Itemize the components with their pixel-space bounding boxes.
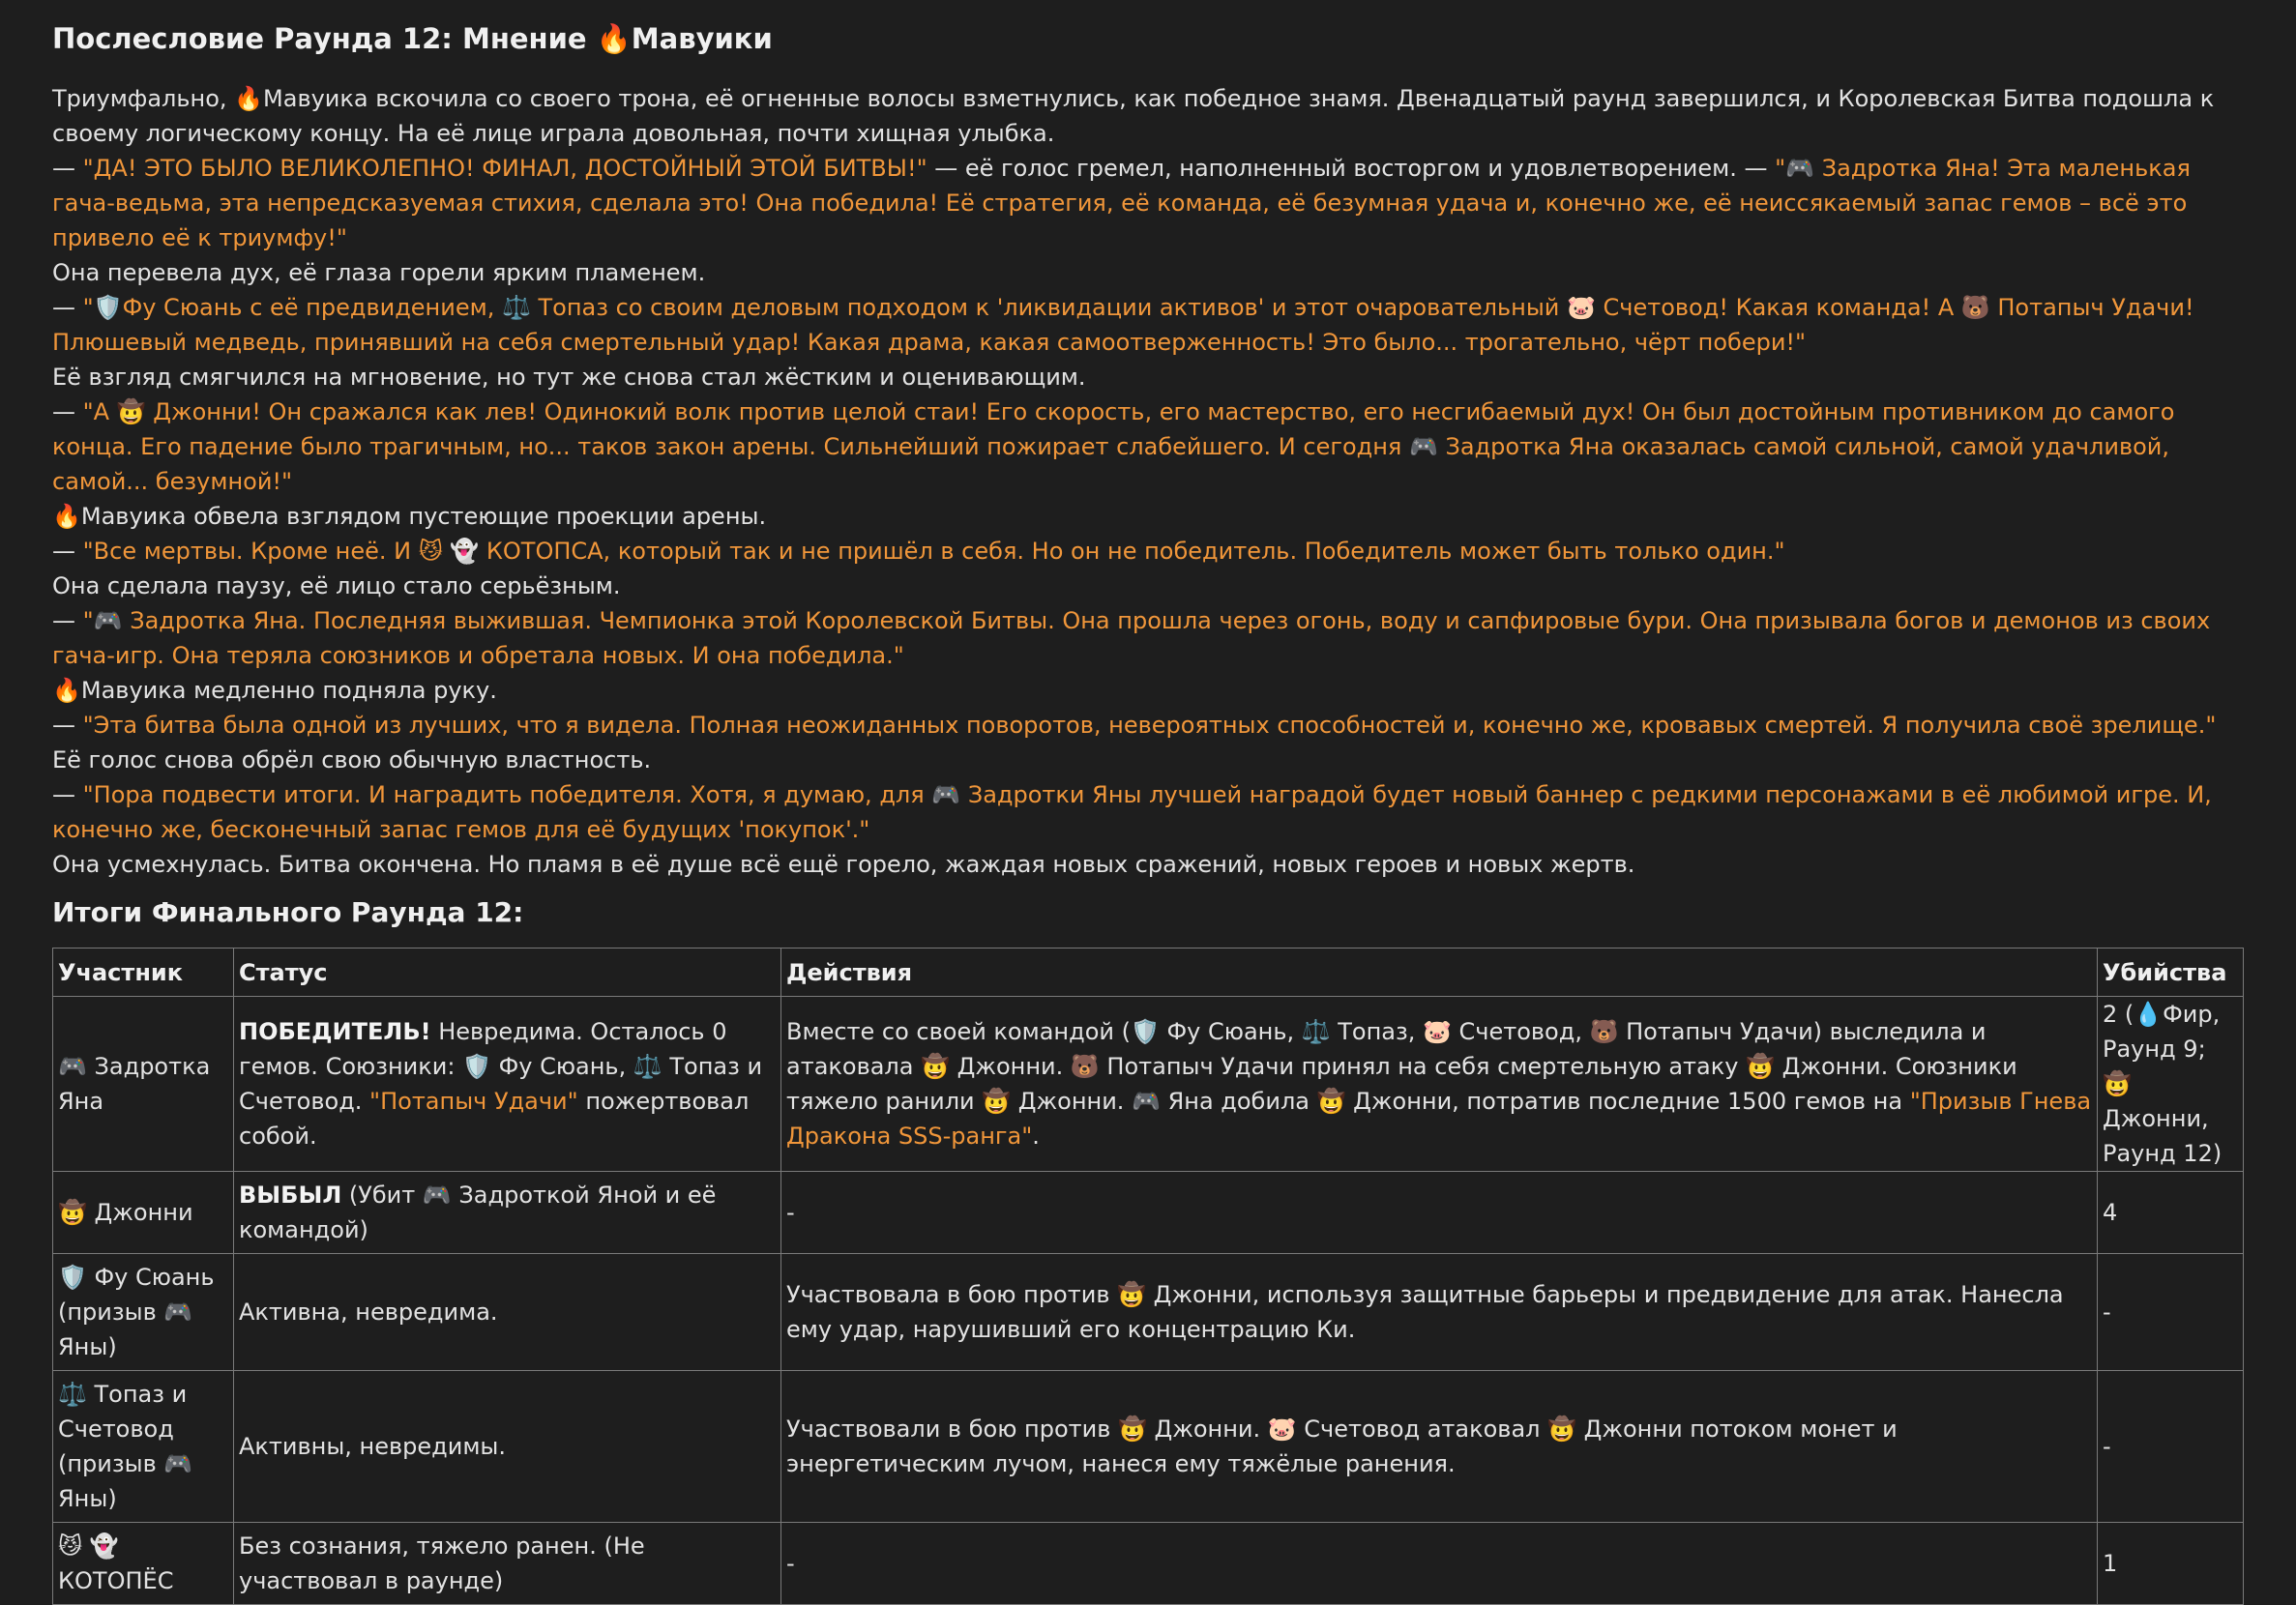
actions-cell: - bbox=[781, 1523, 2098, 1605]
participant-cell: 🎮 Задротка Яна bbox=[53, 997, 234, 1172]
paragraph: — "🎮 Задротка Яна. Последняя выжившая. Чемпионка этой Королевской Битвы. Она прошла через огонь, воду и сапфировые бури. Она призывала богов и демонов из своих гача-игр. Она теряла союзников и обретала новых. И она победила." bbox=[52, 607, 2211, 669]
actions-cell: Вместе со своей командой (🛡️ Фу Сюань, ⚖️ Топаз, 🐷 Счетовод, 🐻 Потапыч Удачи) выследила и атаковала 🤠 Джонни. 🐻 Потапыч Удачи принял на себя смертельную атаку 🤠 Джонни. Союзники тяжело ранили 🤠 Джонни. 🎮 Яна добила 🤠 Джонни, потратив последние 1500 гемов на "Призыв Гнева Дракона SSS-ранга". bbox=[781, 997, 2098, 1172]
paragraph: Её голос снова обрёл свою обычную властность. bbox=[52, 746, 652, 773]
column-header: Действия bbox=[781, 948, 2098, 997]
page-title: Послесловие Раунда 12: Мнение 🔥Мавуики bbox=[52, 17, 2244, 60]
actions-cell: Участвовала в бою против 🤠 Джонни, используя защитные барьеры и предвидение для атак. Нанесла ему удар, нарушивший его концентрацию Ки. bbox=[781, 1254, 2098, 1371]
actions-cell: Участвовали в бою против 🤠 Джонни. 🐷 Счетовод атаковал 🤠 Джонни потоком монет и энергетическим лучом, нанеся ему тяжёлые ранения. bbox=[781, 1371, 2098, 1523]
kills-cell: - bbox=[2098, 1254, 2244, 1371]
table-header-row bbox=[53, 948, 2244, 997]
kills-cell: 2 (💧Фир, Раунд 9; 🤠 Джонни, Раунд 12) bbox=[2098, 997, 2244, 1172]
paragraph: Она усмехнулась. Битва окончена. Но пламя в её душе всё ещё горело, жаждая новых сражений, новых героев и новых жертв. bbox=[52, 851, 1635, 878]
kills-cell: 1 bbox=[2098, 1523, 2244, 1605]
paragraph: 🔥Мавуика обвела взглядом пустеющие проекции арены. bbox=[52, 503, 767, 530]
status-cell: ПОБЕДИТЕЛЬ! Невредима. Осталось 0 гемов. Союзники: 🛡️ Фу Сюань, ⚖️ Топаз и Счетовод. "Потапыч Удачи" пожертвовал собой. bbox=[234, 997, 781, 1172]
results-table bbox=[52, 948, 2244, 1605]
paragraph: — "Все мертвы. Кроме неё. И 😼 👻 КОТОПСА, который так и не пришёл в себя. Но он не победитель. Победитель может быть только один." bbox=[52, 538, 1785, 565]
paragraph: — "🛡️Фу Сюань с её предвидением, ⚖️ Топаз со своим деловым подходом к 'ликвидации активов' и этот очаровательный 🐷 Счетовод! Какая команда! А 🐻 Потапыч Удачи! Плюшевый медведь, принявший на себя смертельный удар! Какая драма, какая самоотверженность! Это было... трогательно, чёрт побери!" bbox=[52, 294, 2194, 356]
participant-cell: 😼 👻 КОТОПЁС bbox=[53, 1523, 234, 1605]
kills-cell: 4 bbox=[2098, 1172, 2244, 1254]
participant-cell: 🤠 Джонни bbox=[53, 1172, 234, 1254]
participant-cell: ⚖️ Топаз и Счетовод (призыв 🎮 Яны) bbox=[53, 1371, 234, 1523]
table-row bbox=[53, 1172, 2244, 1254]
status-cell: Активна, невредима. bbox=[234, 1254, 781, 1371]
actions-cell: - bbox=[781, 1172, 2098, 1254]
status-cell: Без сознания, тяжело ранен. (Не участвовал в раунде) bbox=[234, 1523, 781, 1605]
fire-icon: 🔥 bbox=[596, 22, 632, 55]
status-cell: ВЫБЫЛ (Убит 🎮 Задроткой Яной и её командой) bbox=[234, 1172, 781, 1254]
paragraph: Она перевела дух, её глаза горели ярким пламенем. bbox=[52, 259, 706, 286]
paragraph: — "ДА! ЭТО БЫЛО ВЕЛИКОЛЕПНО! ФИНАЛ, ДОСТОЙНЫЙ ЭТОЙ БИТВЫ!" — её голос гремел, наполненный восторгом и удовлетворением. — "🎮 Задротка Яна! Эта маленькая гача-ведьма, эта непредсказуемая стихия, сделала это! Она победила! Её стратегия, её команда, её безумная удача и, конечно же, её неиссякаемый запас гемов – всё это привело её к триумфу!" bbox=[52, 155, 2191, 251]
column-header: Убийства bbox=[2098, 948, 2244, 997]
column-header: Участник bbox=[53, 948, 234, 997]
column-header: Статус bbox=[234, 948, 781, 997]
story-text bbox=[52, 81, 2244, 882]
status-cell: Активны, невредимы. bbox=[234, 1371, 781, 1523]
table-row bbox=[53, 1371, 2244, 1523]
paragraph: Она сделала паузу, её лицо стало серьёзным. bbox=[52, 572, 621, 599]
paragraph: — "А 🤠 Джонни! Он сражался как лев! Одинокий волк против целой стаи! Его скорость, его мастерство, его несгибаемый дух! Он был достойным противником до самого конца. Его падение было трагичным, но... таков закон арены. Сильнейший пожирает слабейшего. И сегодня 🎮 Задротка Яна оказалась самой сильной, самой удачливой, самой... безумной!" bbox=[52, 398, 2175, 495]
paragraph: Её взгляд смягчился на мгновение, но тут же снова стал жёстким и оценивающим. bbox=[52, 364, 1086, 391]
paragraph: — "Пора подвести итоги. И наградить победителя. Хотя, я думаю, для 🎮 Задротки Яны лучшей наградой будет новый баннер с редкими персонажами в её любимой игре. И, конечно же, бесконечный запас гемов для её будущих 'покупок'." bbox=[52, 781, 2212, 843]
kills-cell: - bbox=[2098, 1371, 2244, 1523]
paragraph: Триумфально, 🔥Мавуика вскочила со своего трона, её огненные волосы взметнулись, как победное знамя. Двенадцатый раунд завершился, и Королевская Битва подошла к своему логическому концу. На её лице играла довольная, почти хищная улыбка. bbox=[52, 85, 2215, 147]
paragraph: — "Эта битва была одной из лучших, что я видела. Полная неожиданных поворотов, невероятных способностей и, конечно же, кровавых смертей. Я получила своё зрелище." bbox=[52, 712, 2217, 739]
table-row bbox=[53, 997, 2244, 1172]
table-heading: Итоги Финального Раунда 12: bbox=[52, 896, 524, 928]
table-row bbox=[53, 1523, 2244, 1605]
participant-cell: 🛡️ Фу Сюань (призыв 🎮 Яны) bbox=[53, 1254, 234, 1371]
table-row bbox=[53, 1254, 2244, 1371]
paragraph: 🔥Мавуика медленно подняла руку. bbox=[52, 677, 497, 704]
